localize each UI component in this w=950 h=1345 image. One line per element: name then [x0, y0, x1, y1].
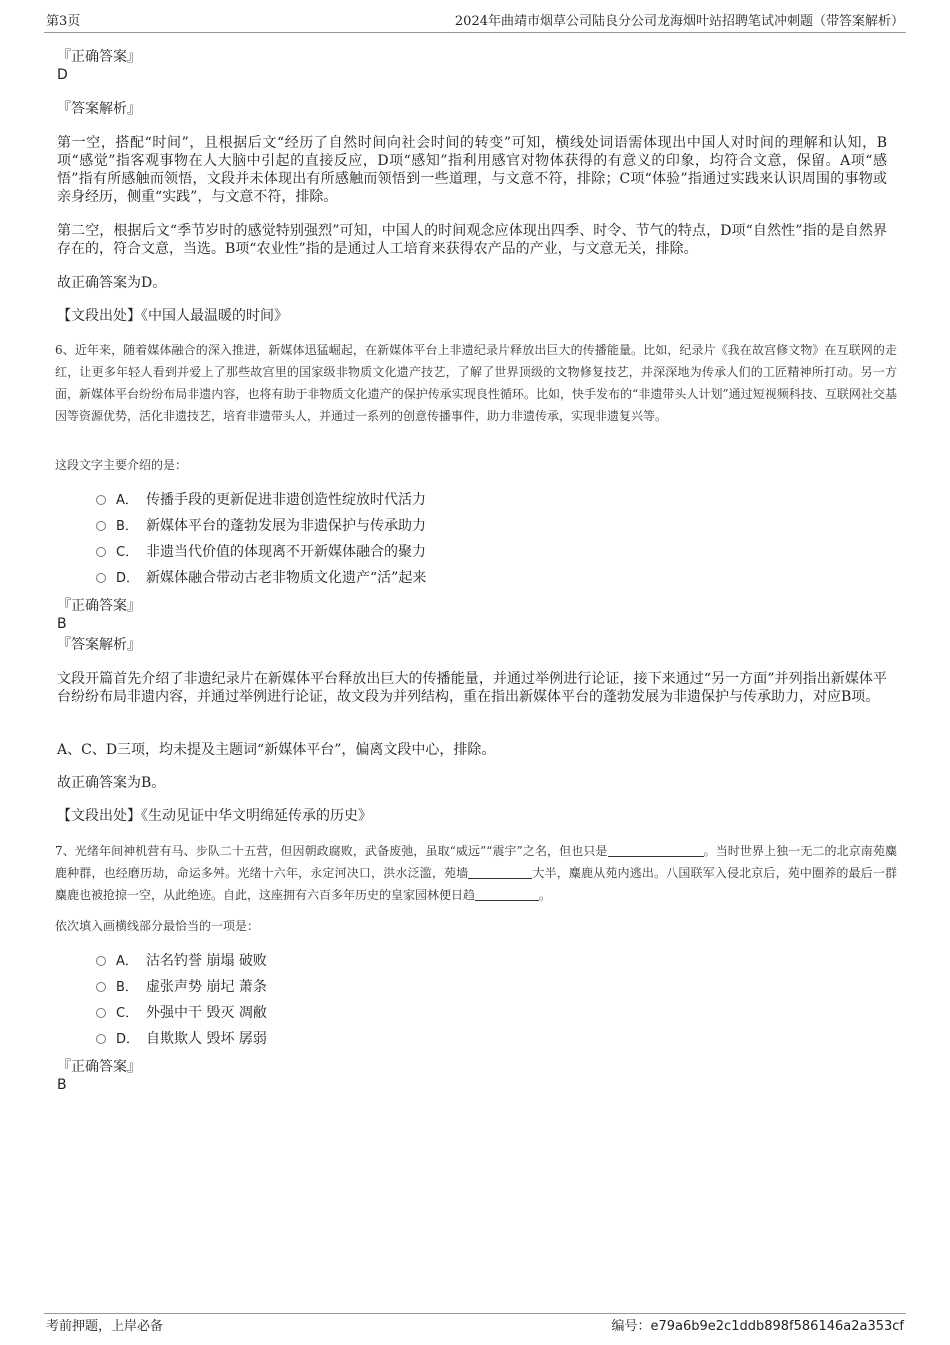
q7-prompt: 依次填入画横线部分最恰当的一项是：: [55, 919, 260, 933]
option-text: 传播手段的更新促进非遗创造性绽放时代活力: [146, 492, 426, 508]
page-header: [44, 12, 906, 33]
q7-stem-part-1: 7、光绪年间神机营有马、步队二十五营，但因朝政腐败，武备废弛，虽取“威远”“震宇”之名，但也只是: [55, 844, 608, 858]
q6-option-a[interactable]: [96, 489, 426, 511]
option-letter: D．: [116, 571, 140, 586]
q6-prompt: 这段文字主要介绍的是：: [55, 458, 188, 472]
document-title: 2024年曲靖市烟草公司陆良分公司龙海烟叶站招聘笔试冲刺题（带答案解析）: [454, 14, 904, 29]
option-letter: A．: [116, 493, 138, 508]
footer-slogan: 考前押题，上岸必备: [46, 1319, 164, 1334]
q6-analysis-paragraph-2: A、C、D三项，均未提及主题词“新媒体平台”，偏离文段中心，排除。: [57, 742, 496, 758]
option-text: 虚张声势 崩圮 萧条: [146, 979, 267, 995]
q7-stem-part-4: 。: [539, 888, 552, 902]
q7-stem-part-3: 大半，麋鹿从苑内逃出。八国联军入侵北京后，苑中圈养的最后一群麋鹿也被抢掠一空，从此绝迹。自此，这座拥有六百多年历史的皇家园林便日趋: [55, 866, 897, 902]
q5-answer: D: [57, 67, 68, 83]
document-code-value: e79a6b9e2c1ddb898f586146a2a353cf: [650, 1319, 904, 1334]
q7-stem: [55, 840, 897, 906]
q7-stem-part-2: 。当时世界上独一无二的北京南苑麋鹿种群，也经磨历劫，命运多舛。光绪十六年，永定河决口，洪水泛滥，苑墙: [55, 844, 897, 880]
radio-icon[interactable]: [96, 982, 106, 992]
option-letter: B．: [116, 980, 138, 995]
q5-analysis-paragraph-2: 第二空，根据后文“季节岁时的感觉特别强烈”可知，中国人的时间观念应体现出四季、时令、节气的特点，D项“自然性”指的是自然界存在的，符合文意，当选。B项“农业性”指的是通过人工培育来获得农产品的产业，与文意无关，排除。: [57, 223, 887, 257]
option-letter: B．: [116, 519, 138, 534]
q5-answer-label: 『正确答案』: [57, 49, 141, 65]
option-text: 新媒体融合带动古老非物质文化遗产“活”起来: [146, 570, 427, 586]
q7-option-c[interactable]: [96, 1002, 267, 1024]
q6-answer-label: 『正确答案』: [57, 598, 141, 614]
q6-answer: B: [57, 616, 67, 632]
radio-icon[interactable]: [96, 1034, 106, 1044]
radio-icon[interactable]: [96, 521, 106, 531]
option-text: 新媒体平台的蓬勃发展为非遗保护与传承助力: [146, 518, 426, 534]
q7-answer: B: [57, 1077, 67, 1093]
page-number: 第3页: [46, 14, 81, 29]
document-code-label: 编号：: [611, 1319, 651, 1334]
radio-icon[interactable]: [96, 573, 106, 583]
q6-option-c[interactable]: [96, 541, 426, 563]
radio-icon[interactable]: [96, 495, 106, 505]
q7-blank-3: [475, 886, 539, 901]
option-text: 非遗当代价值的体现离不开新媒体融合的聚力: [146, 544, 426, 560]
q6-stem: 6、近年来，随着媒体融合的深入推进，新媒体迅猛崛起，在新媒体平台上非遗纪录片释放出巨大的传播能量。比如，纪录片《我在故宫修文物》在互联网的走红，让更多年轻人看到并爱上了那些故宫里的国家级非物质文化遗产技艺，了解了世界顶级的文物修复技艺，并深深地为传承人们的工匠精神所打动。另一方面，新媒体平台纷纷布局非遗内容，也将有助于非物质文化遗产的保护传承实现良性循环。比如，快手发布的“非遗带头人计划”通过短视频科技、互联网社交基因等资源优势，活化非遗技艺，培育非遗带头人，并通过一系列的创意传播事件，助力非遗传承，实现非遗复兴等。: [55, 343, 897, 423]
radio-icon[interactable]: [96, 956, 106, 966]
q5-source: 【文段出处】《中国人最温暖的时间》: [57, 308, 288, 324]
option-text: 沽名钓誉 崩塌 破败: [146, 953, 267, 969]
q5-analysis-conclusion: 故正确答案为D。: [57, 275, 167, 291]
q7-blank-1: [608, 842, 704, 857]
q7-option-a[interactable]: [96, 950, 267, 972]
option-letter: C．: [116, 1006, 139, 1021]
option-text: 外强中干 毁灭 凋敝: [146, 1005, 267, 1021]
q6-analysis-label: 『答案解析』: [57, 637, 141, 653]
page-footer: [44, 1313, 906, 1334]
q7-option-b[interactable]: [96, 976, 267, 998]
document-code: [611, 1317, 904, 1337]
radio-icon[interactable]: [96, 1008, 106, 1018]
q6-analysis-paragraph-1: 文段开篇首先介绍了非遗纪录片在新媒体平台释放出巨大的传播能量，并通过举例进行论证，接下来通过“另一方面”并列指出新媒体平台纷纷布局非遗内容，并通过举例进行论证，故文段为并列结构，重在指出新媒体平台的蓬勃发展为非遗保护与传承助力，对应B项。: [57, 671, 887, 705]
q5-analysis-paragraph-1: 第一空，搭配“时间”，且根据后文“经历了自然时间向社会时间的转变”可知，横线处词语需体现出中国人对时间的理解和认知，B项“感觉”指客观事物在人大脑中引起的直接反应，D项“感知”指利用感官对物体获得的有意义的印象，均符合文意，保留。A项“感悟”指有所感触而领悟，文段并未体现出有所感触而领悟到一些道理，与文意不符，排除；C项“体验”指通过实践来认识周围的事物或亲身经历，侧重“实践”，与文意不符，排除。: [57, 135, 887, 205]
radio-icon[interactable]: [96, 547, 106, 557]
q6-analysis-conclusion: 故正确答案为B。: [57, 775, 166, 791]
q6-option-b[interactable]: [96, 515, 426, 537]
q6-source: 【文段出处】《生动见证中华文明绵延传承的历史》: [57, 808, 372, 824]
option-letter: A．: [116, 954, 138, 969]
option-letter: D．: [116, 1032, 140, 1047]
q7-answer-label: 『正确答案』: [57, 1059, 141, 1075]
q6-option-d[interactable]: [96, 567, 426, 589]
q5-analysis-label: 『答案解析』: [57, 101, 141, 117]
q7-blank-2: [468, 864, 532, 879]
q7-option-d[interactable]: [96, 1028, 267, 1050]
option-letter: C．: [116, 545, 139, 560]
option-text: 自欺欺人 毁坏 孱弱: [146, 1031, 267, 1047]
